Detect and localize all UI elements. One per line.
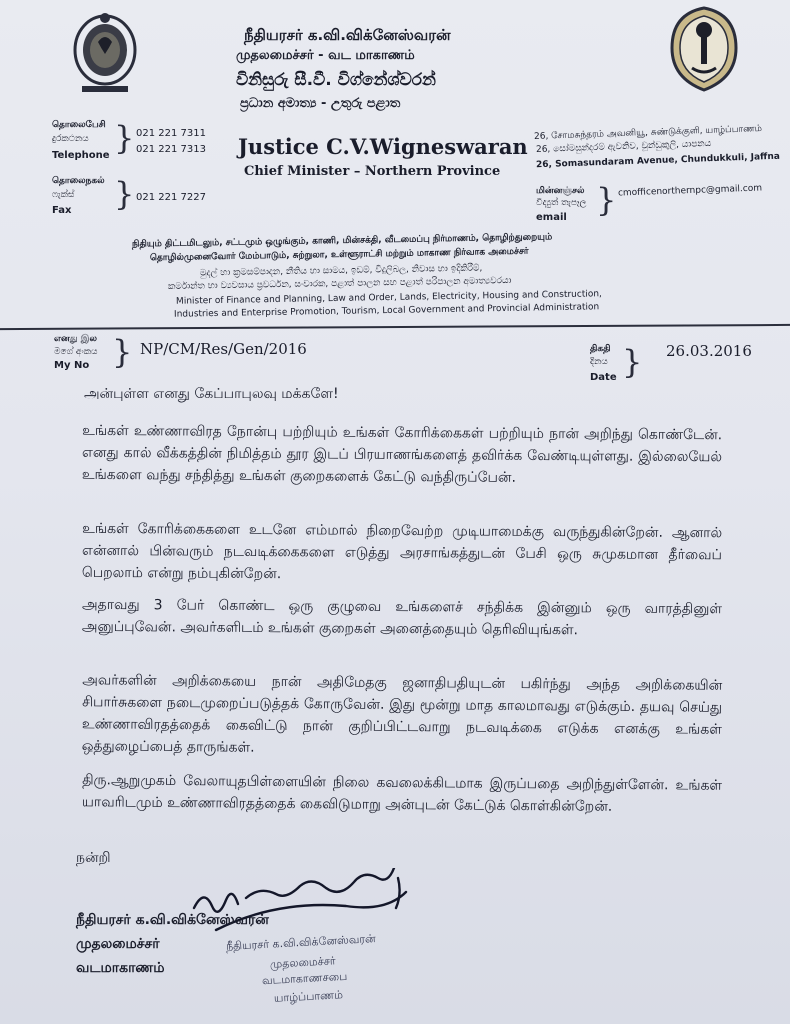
my-no-label-sinhala: මගේ අංකය: [54, 347, 98, 357]
signatory-title: முதலமைச்சர்: [76, 936, 160, 952]
ministry-tamil-line-1: நிதியும் திட்டமிடலும், சட்டமும் ஒழுங்கும், காணி, மின்சக்தி, வீடமைப்பு நிர்மாணம், தொழிற்துறையும்: [131, 232, 553, 250]
date-brace: }: [622, 343, 643, 381]
signatory-name: நீதியரசர் க.வி.விக்னேஸ்வரன்: [76, 912, 269, 928]
ministry-english-line-1: Minister of Finance and Planning, Law and Order, Lands, Electricity, Housing and Construction,: [175, 289, 602, 307]
paragraph-1-text: உங்கள் உண்ணாவிரத நோன்பு பற்றியும் உங்கள் கோரிக்கைகள் பற்றியும் நான் அறிந்து கொண்டேன். எனது கால் வீக்கத்தின் நிமித்தம் தூர இடப் பிரயாணங்களைத் தவிர்க்க வேண்டியுள்ளது. இல்லையேல் உங்களை வந்து சந்தித்து உங்கள் குறைகளைக் கேட்டு வந்திருப்பேன்.: [81, 422, 723, 486]
address-english: 26, Somasundaram Avenue, Chundukkuli, Jaffna: [535, 151, 781, 171]
subtitle-tamil: முதலமைச்சர் - வட மாகாணம்: [236, 48, 415, 63]
salutation: அன்புள்ள எனது கேப்பாபுலவு மக்களே!: [84, 386, 339, 402]
subtitle-sinhala: ප්‍රධාන අමාත්‍ය - උතුරු පළාත: [240, 96, 401, 111]
fax-number: 021 221 7227: [136, 192, 206, 203]
ministry-sinhala-line-1: මුදල් හා ක්‍රමසම්පාදන, නීතිය හා සාමය, ඉඩම්, විදුලිබල, නිවාස හා ඉදිකිරීම්,: [199, 263, 483, 279]
fax-label-tamil: தொலைநகல்: [52, 176, 105, 186]
paragraph-4: [82, 669, 723, 763]
my-no-label-tamil: எனது இல: [54, 334, 97, 344]
email-label-english: email: [536, 212, 567, 223]
fax-label-sinhala: ෆැක්ස්: [52, 190, 75, 200]
email-label-tamil: மின்னஞ்சல்: [536, 186, 585, 196]
closing: நன்றி: [76, 850, 111, 866]
fax-brace: }: [114, 175, 135, 213]
stamp-line-4: யாழ்ப்பாணம்: [273, 988, 344, 1005]
paragraph-2: [82, 518, 722, 588]
stamp-line-2: முதலமைச்சர்: [269, 954, 336, 971]
stamp-line-1: நீதியரசர் க.வி.விக்னேஸ்வரன்: [225, 932, 376, 953]
northern-province-emblem-icon: [668, 4, 740, 94]
email-brace: }: [596, 181, 617, 219]
date-label-english: Date: [590, 372, 617, 383]
date-label-sinhala: දිනය: [590, 357, 608, 367]
title-english: Justice C.V.Wigneswaran: [238, 134, 528, 159]
paragraph-4-text: அவர்களின் அறிக்கையை நான் அதிமேதகு ஜனாதிபதியுடன் பகிர்ந்து அந்த அறிக்கையின் சிபார்சுகளை நடைமுறைப்படுத்தக் கோருவேன். இது மூன்று மாத காலமாவது எடுக்கும். தயவு செய்து உண்ணாவிரதத்தைக் கைவிட்டு நான் குறிப்பிட்டவாறு நடவடிக்கை எடுக்க எனக்கு உங்கள் ஒத்துழைப்பைத் தாருங்கள்.: [81, 672, 723, 756]
paragraph-3-text: அதாவது 3 பேர் கொண்ட ஒரு குழுவை உங்களைச் சந்திக்க இன்னும் ஒரு வாரத்தினுள் அனுப்புவேன். அவர்களிடம் உங்கள் குறைகள் அனைத்தையும் தெரிவியுங்கள்.: [81, 596, 723, 639]
fax-label-english: Fax: [52, 205, 72, 216]
signatory-region: வடமாகாணம்: [76, 960, 165, 976]
date-label-tamil: திகதி: [590, 344, 611, 354]
email-address: cmofficenorthernpc@gmail.com: [617, 183, 763, 199]
ministry-sinhala-line-2: කර්මාන්ත හා ව්‍යවසාය ප්‍රවර්ධන, සංචාරක, පළාත් පාලන සහ පළාත් පරිපාලන අමාත්‍යවරයා: [167, 276, 512, 292]
paragraph-2-text: உங்கள் கோரிக்கைகளை உடனே எம்மால் நிறைவேற்ற முடியாமைக்கு வருந்துகின்றேன். ஆனால் என்னால் பின்வரும் நடவடிக்கைகளை எடுத்து அரசாங்கத்துடன் பேசி ஒரு சுமுகமான தீர்வைப் பெறலாம் என்று நம்புகின்றேன்.: [81, 520, 723, 583]
sri-lanka-emblem-icon: [70, 8, 140, 98]
telephone-number-1: 021 221 7311: [136, 128, 206, 139]
paragraph-1: [82, 420, 722, 490]
telephone-brace: }: [114, 119, 135, 157]
address-tamil: 26, சோமசுந்தரம் அவனியூ, சுண்டுக்குளி, யாழ்ப்பாணம்: [533, 124, 763, 142]
title-sinhala: විනිසුරු සී.වී. විග්නේශ්වරන්: [236, 70, 436, 90]
ministry-tamil-line-2: தொழில்முனைவோர் மேம்பாடும், சுற்றுலா, உள்ளூராட்சி மற்றும் மாகாண நிர்வாக அமைச்சர்: [149, 246, 529, 264]
my-no-brace: }: [112, 333, 133, 371]
telephone-label-tamil: தொலைபேசி: [52, 120, 106, 130]
ministry-english-line-2: Industries and Enterprise Promotion, Tourism, Local Government and Provincial Administration: [173, 302, 600, 320]
stamp-line-3: வடமாகாணசபை: [261, 969, 348, 988]
title-tamil: நீதியரசர் க.வி.விக்னேஸ்வரன்: [244, 26, 451, 44]
letter-date: 26.03.2016: [666, 342, 752, 360]
paragraph-5: [82, 769, 722, 819]
address-sinhala: 26, සෝමසුන්දරම් ඇවනිව, චුන්ඩුකුලි, යාපනය: [535, 138, 712, 156]
paragraph-3: [82, 594, 722, 642]
subtitle-english: Chief Minister – Northern Province: [244, 164, 501, 179]
paragraph-5-text: திரு.ஆறுமுகம் வேலாயுதபிள்ளையின் நிலை கவலைக்கிடமாக இருப்பதை அறிந்துள்ளேன். உங்கள் யாவரிடமும் உண்ணாவிரதத்தைக் கைவிடுமாறு அன்புடன் கேட்டுக் கொள்கின்றேன்.: [81, 772, 723, 815]
telephone-number-2: 021 221 7313: [136, 144, 206, 155]
reference-number: NP/CM/Res/Gen/2016: [140, 340, 307, 358]
letterhead-divider: [0, 324, 790, 330]
my-no-label-english: My No: [54, 360, 90, 371]
telephone-label-english: Telephone: [52, 150, 110, 161]
email-label-sinhala: විද්‍යුත් තැපෑල: [536, 198, 587, 208]
telephone-label-sinhala: දුරකථනය: [52, 134, 89, 144]
